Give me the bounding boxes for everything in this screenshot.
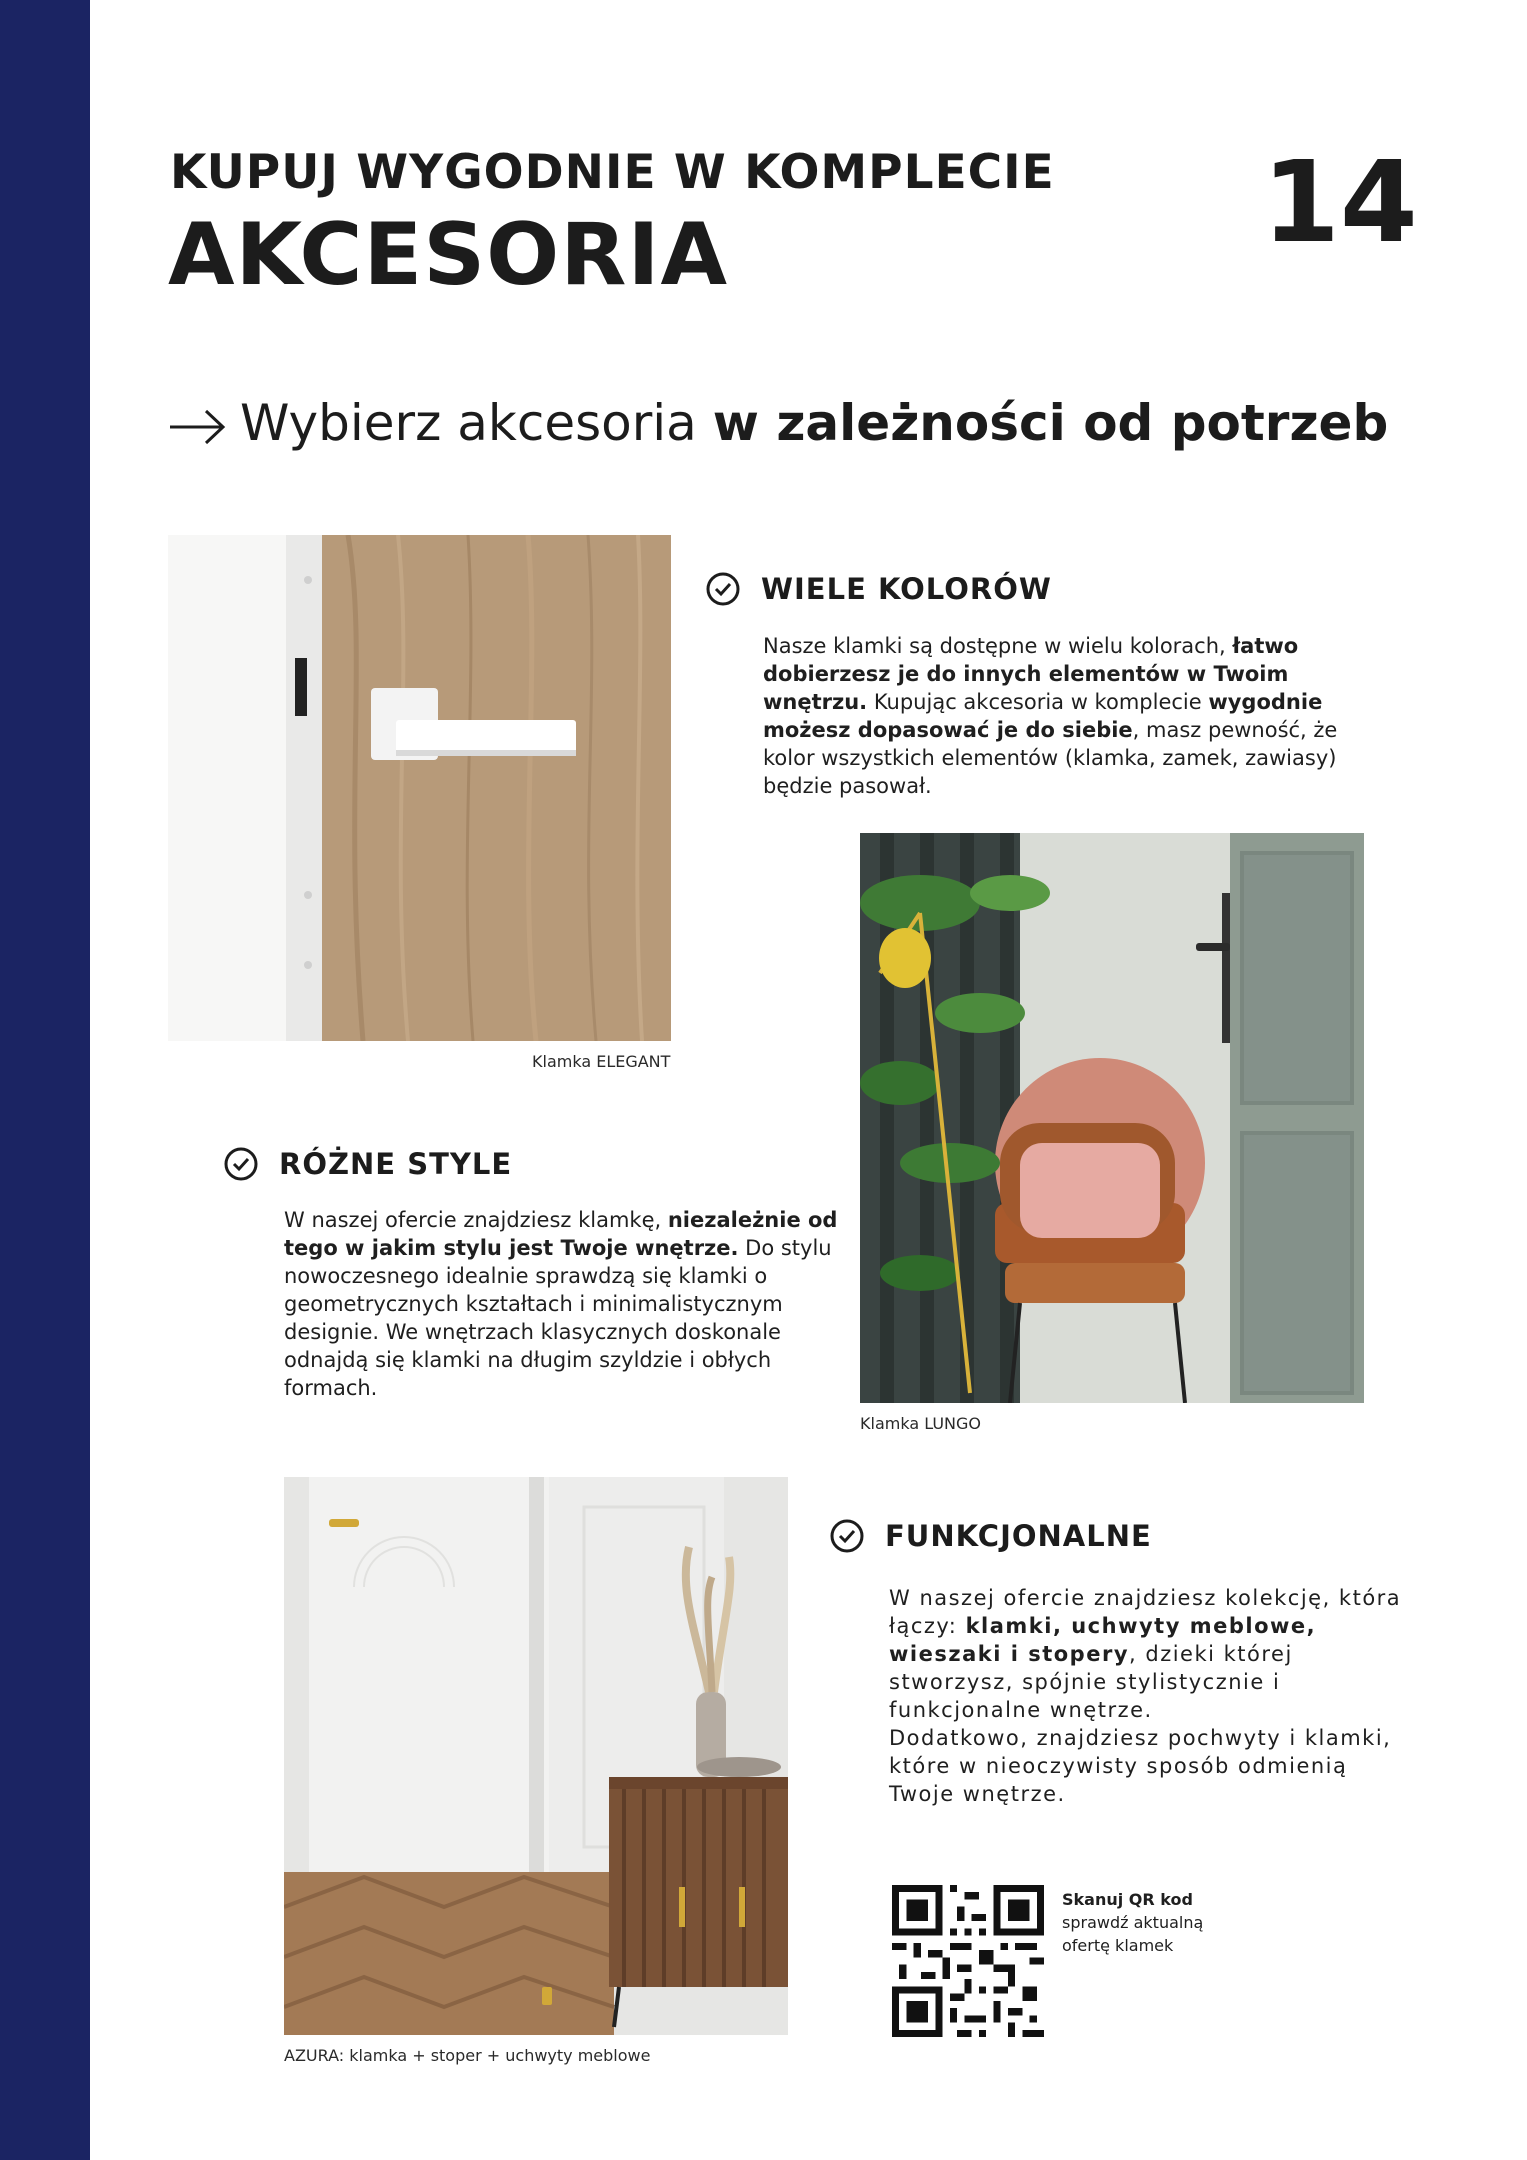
arrow-right-icon [168, 407, 226, 447]
feature-title-functional: FUNKCJONALNE [829, 1518, 1152, 1554]
check-circle-icon [223, 1146, 259, 1182]
header-subtitle: KUPUJ WYGODNIE W KOMPLECIE [170, 145, 1055, 200]
lead-prefix: Wybierz akcesoria [240, 394, 713, 452]
qr-line-2: ofertę klamek [1062, 1936, 1174, 1955]
qr-text [1062, 1888, 1203, 1957]
lead-bold: w zależności od potrzeb [712, 394, 1389, 452]
caption-azura: AZURA: klamka + stoper + uchwyty meblowe [284, 2046, 651, 2065]
check-circle-icon [829, 1518, 865, 1554]
photo-klamka-lungo [860, 833, 1364, 1403]
qr-line-1: sprawdź aktualną [1062, 1913, 1204, 1932]
caption-lungo: Klamka LUNGO [860, 1414, 981, 1433]
qr-code[interactable] [892, 1885, 1044, 2037]
caption-elegant: Klamka ELEGANT [532, 1052, 671, 1071]
feature-body-functional: W naszej ofercie znajdziesz kolekcję, która łączy: klamki, uchwyty meblowe, wieszaki i stopery, dzieki której stworzysz, spójnie stylistycznie i funkcjonalne wnętrze. Dodatkowo, znajdziesz pochwyty i klamki, które w nieoczywisty sposób odmienią Twoje wnętrze. [889, 1586, 1402, 1806]
photo-klamka-elegant [168, 535, 671, 1041]
photo-azura [284, 1477, 788, 2035]
feature-body-styles: W naszej ofercie znajdziesz klamkę, niezależnie od tego w jakim stylu jest Twoje wnętrze. Do stylu nowoczesnego idealnie sprawdzą się klamki o geometrycznych kształtach i minimalistycznym designie. We wnętrzach klasycznych doskonale odnajdą się klamki na długim szyldzie i obłych formach. [284, 1208, 838, 1400]
page-number: 14 [1262, 138, 1418, 268]
feature-body-colors: Nasze klamki są dostępne w wielu kolorach, łatwo dobierzesz je do innych elementów w Twoim wnętrzu. Kupując akcesoria w komplecie wygodnie możesz dopasować je do siebie, masz pewność, że kolor wszystkich elementów (klamka, zamek, zawiasy) będzie pasował. [763, 634, 1338, 798]
check-circle-icon [705, 571, 741, 607]
page-title: AKCESORIA [168, 205, 729, 305]
side-band [0, 0, 90, 2160]
feature-title-styles: RÓŻNE STYLE [223, 1146, 512, 1182]
lead-heading [168, 394, 1388, 452]
feature-title-colors: WIELE KOLORÓW [705, 571, 1052, 607]
qr-title: Skanuj QR kod [1062, 1890, 1193, 1909]
